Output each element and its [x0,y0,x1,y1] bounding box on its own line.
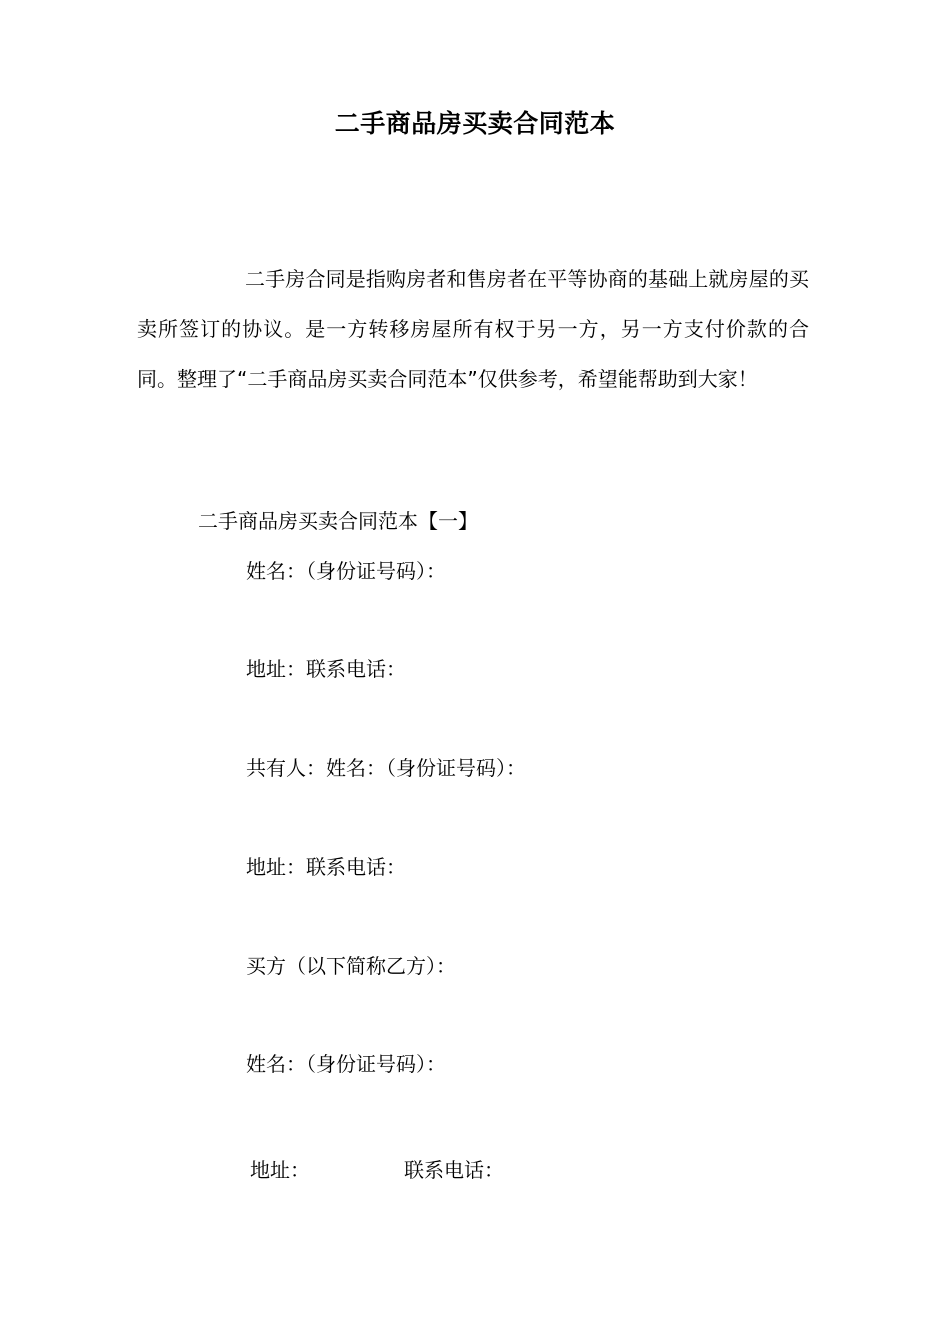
buyer-heading-label: 买方（以下简称乙方）： [246,954,456,978]
seller-address-phone-label: 地址：联系电话： [246,657,406,681]
buyer-address-phone-row [246,1153,646,1187]
intro-paragraph: 二手房合同是指购房者和售房者在平等协商的基础上就房屋的买卖所签订的协议。是一方转移房屋所有权于另一方，另一方支付价款的合同。整理了“二手商品房买卖合同范本”仅供参考，希望能帮助到大家！ [137,267,809,391]
co-owner-name-field-label: 共有人：姓名：（身份证号码）： [246,756,526,780]
buyer-name-field-label: 姓名：（身份证号码）： [246,1052,446,1076]
buyer-address-label: 地址： [250,1158,310,1179]
document-title: 二手商品房买卖合同范本 [334,109,616,138]
buyer-phone-label: 联系电话： [404,1158,504,1182]
seller-name-field-label: 姓名：（身份证号码）： [246,559,446,583]
section-heading: 二手商品房买卖合同范本【一】 [198,509,478,533]
co-owner-address-phone-label: 地址：联系电话： [246,855,406,879]
